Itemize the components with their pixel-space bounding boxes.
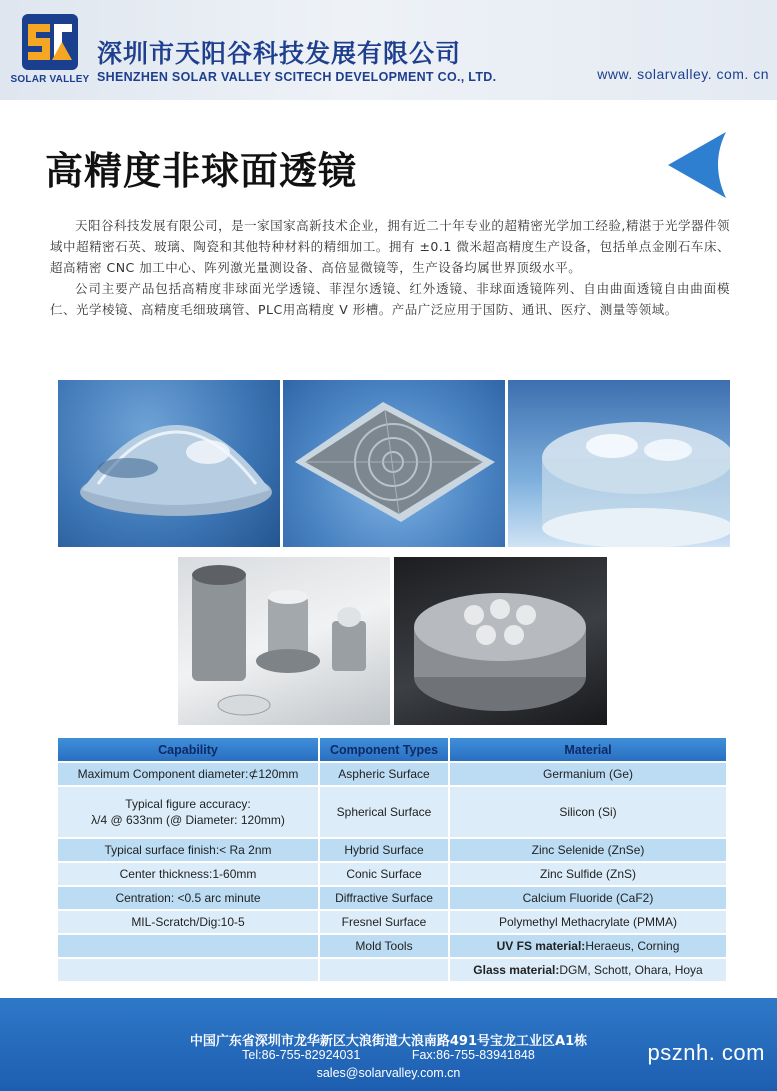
- cell-material: Zinc Sulfide (ZnS): [450, 863, 726, 887]
- footer-tel: Tel:86-755-82924031: [242, 1048, 361, 1062]
- capability-line: Typical figure accuracy:: [125, 797, 251, 811]
- cell-capability: Typical surface finish:< Ra 2nm: [58, 839, 320, 863]
- header-banner: [0, 0, 777, 100]
- cell-material: Silicon (Si): [450, 787, 726, 839]
- cell-material: Polymethyl Methacrylate (PMMA): [450, 911, 726, 935]
- cell-component: Spherical Surface: [320, 787, 450, 839]
- cell-material: Germanium (Ge): [450, 763, 726, 787]
- company-logo: [10, 14, 90, 92]
- footer-address: 中国广东省深圳市龙华新区大浪街道大浪南路491号宝龙工业区A1栋: [189, 1034, 588, 1049]
- photo-microlens-mold: [394, 557, 607, 725]
- cell-material: Calcium Fluoride (CaF2): [450, 887, 726, 911]
- intro-paragraph-1: 天阳谷科技发展有限公司，是一家国家高新技术企业，拥有近二十年专业的超精密光学加工经验,精湛于光学器件领域中超精密石英、玻璃、陶瓷和其他特种材料的精细加工。拥有 ±0.1 微米超高精度生产设备，包括单点金刚石车床、超高精密 CNC 加工中心、阵列激光量测设备、高倍显微镜等，生产设备均属世界顶级水平。: [50, 218, 730, 275]
- table-row: [58, 863, 726, 887]
- table-row: [58, 887, 726, 911]
- material-value: DGM, Schott, Ohara, Hoya: [559, 963, 703, 977]
- company-name-english: SHENZHEN SOLAR VALLEY SCITECH DEVELOPMENT CO., LTD.: [97, 70, 497, 84]
- cell-capability: [58, 959, 320, 983]
- header-capability: Capability: [58, 738, 320, 763]
- table-row: [58, 787, 726, 839]
- intro-text: [50, 215, 730, 320]
- company-name-chinese: 深圳市天阳谷科技发展有限公司: [97, 39, 462, 68]
- cell-capability: [58, 935, 320, 959]
- material-label: UV FS material:: [496, 939, 586, 953]
- cell-component: Aspheric Surface: [320, 763, 450, 787]
- logo-text: SOLAR VALLEY: [10, 74, 90, 85]
- page-title: 高精度非球面透镜: [45, 149, 358, 193]
- photo-aspheric-lens: [58, 380, 280, 547]
- cell-capability: Center thickness:1-60mm: [58, 863, 320, 887]
- table-row: [58, 959, 726, 983]
- table-row: [58, 911, 726, 935]
- capability-line: λ/4 @ 633nm (@ Diameter: 120mm): [91, 813, 285, 827]
- cell-component: Hybrid Surface: [320, 839, 450, 863]
- footer-fax: Fax:86-755-83941848: [411, 1048, 535, 1062]
- cell-capability: Centration: <0.5 arc minute: [58, 887, 320, 911]
- intro-paragraph-2: 公司主要产品包括高精度非球面光学透镜、菲涅尔透镜、红外透镜、非球面透镜阵列、自由曲面透镜自由曲面模仁、光学棱镜、高精度毛细玻璃管、PLC用高精度 V 形槽。产品广泛应用于国防、通讯、医疗、测量等领域。: [50, 281, 730, 317]
- cell-capability: [58, 787, 320, 839]
- cell-component: Mold Tools: [320, 935, 450, 959]
- table-header-row: [58, 738, 726, 763]
- footer-email[interactable]: sales@solarvalley.com.cn: [316, 1066, 461, 1080]
- cell-component: Diffractive Surface: [320, 887, 450, 911]
- table-row: [58, 839, 726, 863]
- cell-capability: MIL-Scratch/Dig:10-5: [58, 911, 320, 935]
- cell-material: [450, 935, 726, 959]
- cell-component: Fresnel Surface: [320, 911, 450, 935]
- header-material: Material: [450, 738, 726, 763]
- cell-material: [450, 959, 726, 983]
- material-label: Glass material:: [473, 963, 560, 977]
- photo-fresnel-lens: [283, 380, 505, 547]
- cell-material: Zinc Selenide (ZnSe): [450, 839, 726, 863]
- capability-table: [58, 738, 726, 983]
- table-row: [58, 763, 726, 787]
- arrow-left-icon: [666, 130, 728, 200]
- website-link[interactable]: www. solarvalley. com. cn: [597, 66, 769, 82]
- cell-capability: Maximum Component diameter:⊄120mm: [58, 763, 320, 787]
- table-row: [58, 935, 726, 959]
- material-value: Heraeus, Corning: [585, 939, 680, 953]
- watermark-text: psznh. com: [647, 1040, 765, 1065]
- cell-component: Conic Surface: [320, 863, 450, 887]
- photo-metal-parts: [178, 557, 390, 725]
- header-component-types: Component Types: [320, 738, 450, 763]
- photo-lens-array: [508, 380, 730, 547]
- solar-valley-logo-icon: [22, 14, 78, 70]
- cell-component: [320, 959, 450, 983]
